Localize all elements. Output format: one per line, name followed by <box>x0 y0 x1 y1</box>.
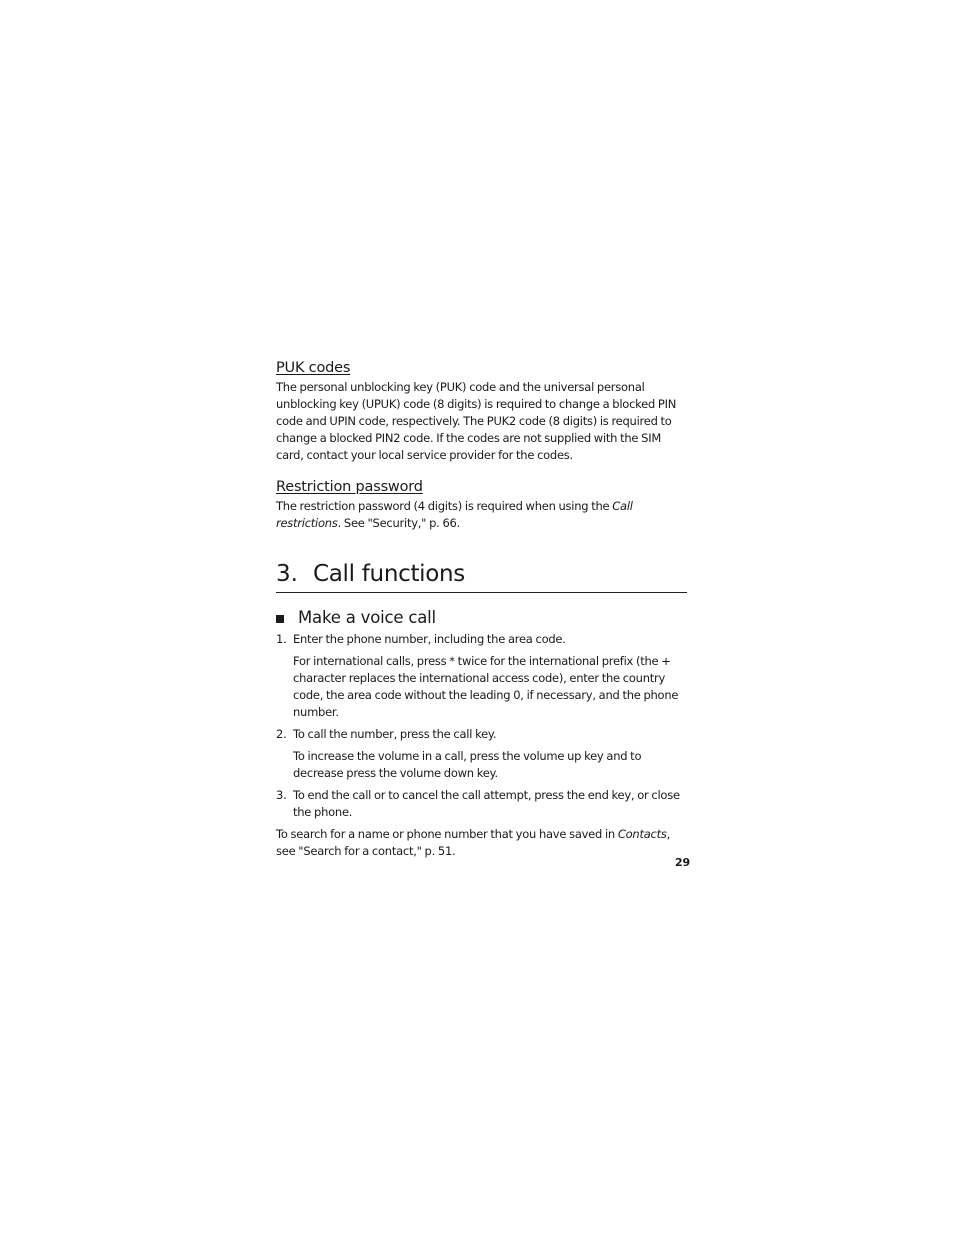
closing-paragraph <box>276 826 687 860</box>
page-number: 29 <box>675 856 690 869</box>
step-subtext: For international calls, press * twice for the international prefix (the + character replaces the international access code), enter the country code, the area code without the leading 0, if necessary, and the phone number. <box>293 654 679 719</box>
contacts-term: Contacts <box>617 827 667 841</box>
chapter-title: Call functions <box>313 561 465 587</box>
restriction-password-heading: Restriction password <box>276 479 423 495</box>
chapter-number: 3. <box>276 561 298 587</box>
restriction-password-section <box>276 477 687 532</box>
restriction-body-text: The restriction password (4 digits) is required when using the <box>276 499 613 513</box>
puk-codes-section <box>276 358 687 464</box>
puk-codes-body: The personal unblocking key (PUK) code and the universal personal unblocking key (UPUK) code (8 digits) is required to change a blocked PIN code and UPIN code, respectively. The PUK2 code (8 digits) is required to change a blocked PIN2 code. If the codes are not supplied with the SIM card, contact your local service provider for the codes. <box>276 380 677 462</box>
page-content <box>276 358 687 860</box>
list-item <box>276 631 687 721</box>
step-number: 2. <box>276 727 287 741</box>
step-subtext: To increase the volume in a call, press the volume up key and to decrease press the volume down key. <box>293 749 642 780</box>
step-text: To call the number, press the call key. <box>293 727 497 741</box>
section-heading <box>276 607 687 629</box>
steps-list <box>276 631 687 821</box>
step-number: 3. <box>276 788 287 802</box>
step-number: 1. <box>276 632 287 646</box>
call-restrictions-term: Call restrictions <box>276 499 633 530</box>
closing-ref: , see "Search for a contact," p. 51. <box>276 827 670 858</box>
list-item <box>276 787 687 821</box>
chapter-heading <box>276 559 687 593</box>
bullet-square-icon <box>276 615 284 623</box>
step-text: To end the call or to cancel the call attempt, press the end key, or close the phone. <box>293 788 680 819</box>
step-text: Enter the phone number, including the area code. <box>293 632 566 646</box>
restriction-password-body <box>276 498 687 532</box>
closing-text: To search for a name or phone number that you have saved in <box>276 827 618 841</box>
puk-codes-heading: PUK codes <box>276 360 351 376</box>
restriction-body-ref: . See "Security," p. 66. <box>337 516 461 530</box>
list-item <box>276 726 687 782</box>
section-title: Make a voice call <box>298 608 436 627</box>
